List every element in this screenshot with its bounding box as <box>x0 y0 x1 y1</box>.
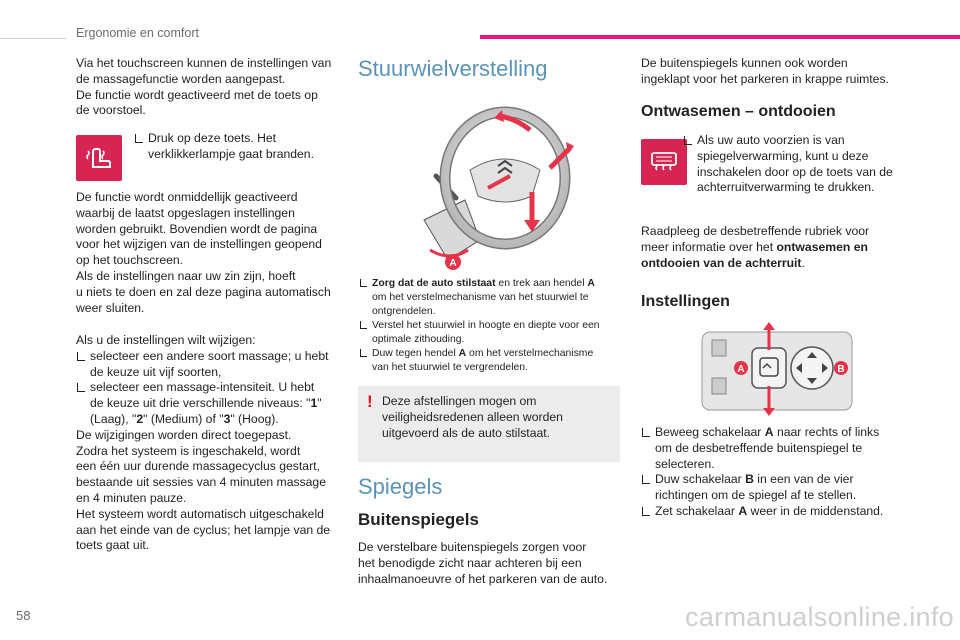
mirrors-title: Spiegels <box>358 474 443 499</box>
fold-mirrors-text: De buitenspiegels kunnen ook worden ingeklapt voor het parkeren in krappe ruimtes. <box>641 56 889 86</box>
defrost-title: Ontwasemen – ontdooien <box>641 103 836 120</box>
outer-mirrors-title: Buitenspiegels <box>358 510 479 529</box>
selector-switch-a <box>752 348 786 388</box>
section-header: Ergonomie en comfort <box>76 26 199 40</box>
steering-steps: Zorg dat de auto stilstaat en trek aan hendel A om het verstelmechanisme van het stuurwiel te ontgrendelen. Verstel het stuurwiel in hoogte en diepte voor een optimale zithouding. Duw tegen hendel A om het verstelmechanisme van het stuurwiel te vergrendelen. <box>372 277 622 375</box>
defrost-reference: Raadpleeg de desbetreffende rubriek voor meer informatie over het ontwasemen en ontdooien van de achterruit. <box>641 224 870 270</box>
outer-mirrors-text: De verstelbare buitenspiegels zorgen voor het benodigde zicht naar achteren bij een inhaalmanoeuvre of het parkeren van de auto. <box>358 540 608 586</box>
activation-text: De functie wordt onmiddellijk geactiveerd waarbij de laatst opgeslagen instellingen worden gebruikt. Bovendien wordt de pagina voor het wijzigen van de instellingen geopend op het touchscreen. Als de instellingen naar uw zin zijn, hoeft u niets te doen en zal deze pagina automatisch weer sluiten. <box>76 190 331 315</box>
page-number: 58 <box>16 608 31 623</box>
defrost-text: Als uw auto voorzien is van spiegelverwarming, kunt u deze inschakelen door op de toets van de achterruitverwarming te drukken. <box>697 133 917 196</box>
svg-text:B: B <box>837 364 845 375</box>
settings-title: Instellingen <box>641 293 730 310</box>
warning-text: Deze afstellingen mogen om veiligheidsredenen alleen worden uitgevoerd als de auto stilstaat. <box>382 394 563 440</box>
press-button-text: Druk op deze toets. Het verklikkerlampje gaat branden. <box>148 131 348 163</box>
seat-massage-icon <box>84 143 114 173</box>
svg-text:A: A <box>737 364 745 375</box>
change-settings-text: Als u de instellingen wilt wijzigen: selecteer een andere soort massage; u hebt de keuze uit vijf soorten, selecteer een massage-intensiteit. U hebt de keuze uit drie verschillende niveaus: "1" (Laag), "2" (Medium) of "3" (Hoog). De wijzigingen worden direct toegepast. Zodra het systeem is ingeschakeld, wordt een één uur durende massagecyclus gestart, bestaande uit sessies van 4 minuten massage en 4 minuten pauze. Het systeem wordt automatisch uitgeschakeld aan het einde van de cyclus; het lampje van de toets gaat uit. <box>76 333 351 554</box>
steering-wheel-illustration <box>410 100 580 275</box>
rear-defrost-icon <box>649 150 679 174</box>
warning-icon: ! <box>367 392 373 411</box>
mirror-left-icon <box>712 340 726 356</box>
mirror-right-icon <box>712 378 726 394</box>
mirror-control-illustration <box>700 322 860 417</box>
header-accent-bar <box>480 35 960 39</box>
header-rule <box>0 38 66 39</box>
rear-defrost-button-icon <box>641 139 687 185</box>
seat-massage-button-icon <box>76 135 122 181</box>
watermark: carmanualsonline.info <box>685 602 954 632</box>
svg-text:A: A <box>449 258 457 269</box>
steering-adjust-title: Stuurwielverstelling <box>358 56 548 81</box>
mirror-adjust-steps: Beweeg schakelaar A naar rechts of links om de desbetreffende buitenspiegel te selecteren. Duw schakelaar B in een van de vier richtingen om de spiegel af te stellen. Zet schakelaar A weer in de middenstand. <box>641 425 926 520</box>
massage-intro: Via het touchscreen kunnen de instellingen van de massagefunctie worden aangepast. De functie wordt geactiveerd met de toets op de voorstoel. <box>76 56 332 118</box>
safety-warning <box>358 386 620 462</box>
